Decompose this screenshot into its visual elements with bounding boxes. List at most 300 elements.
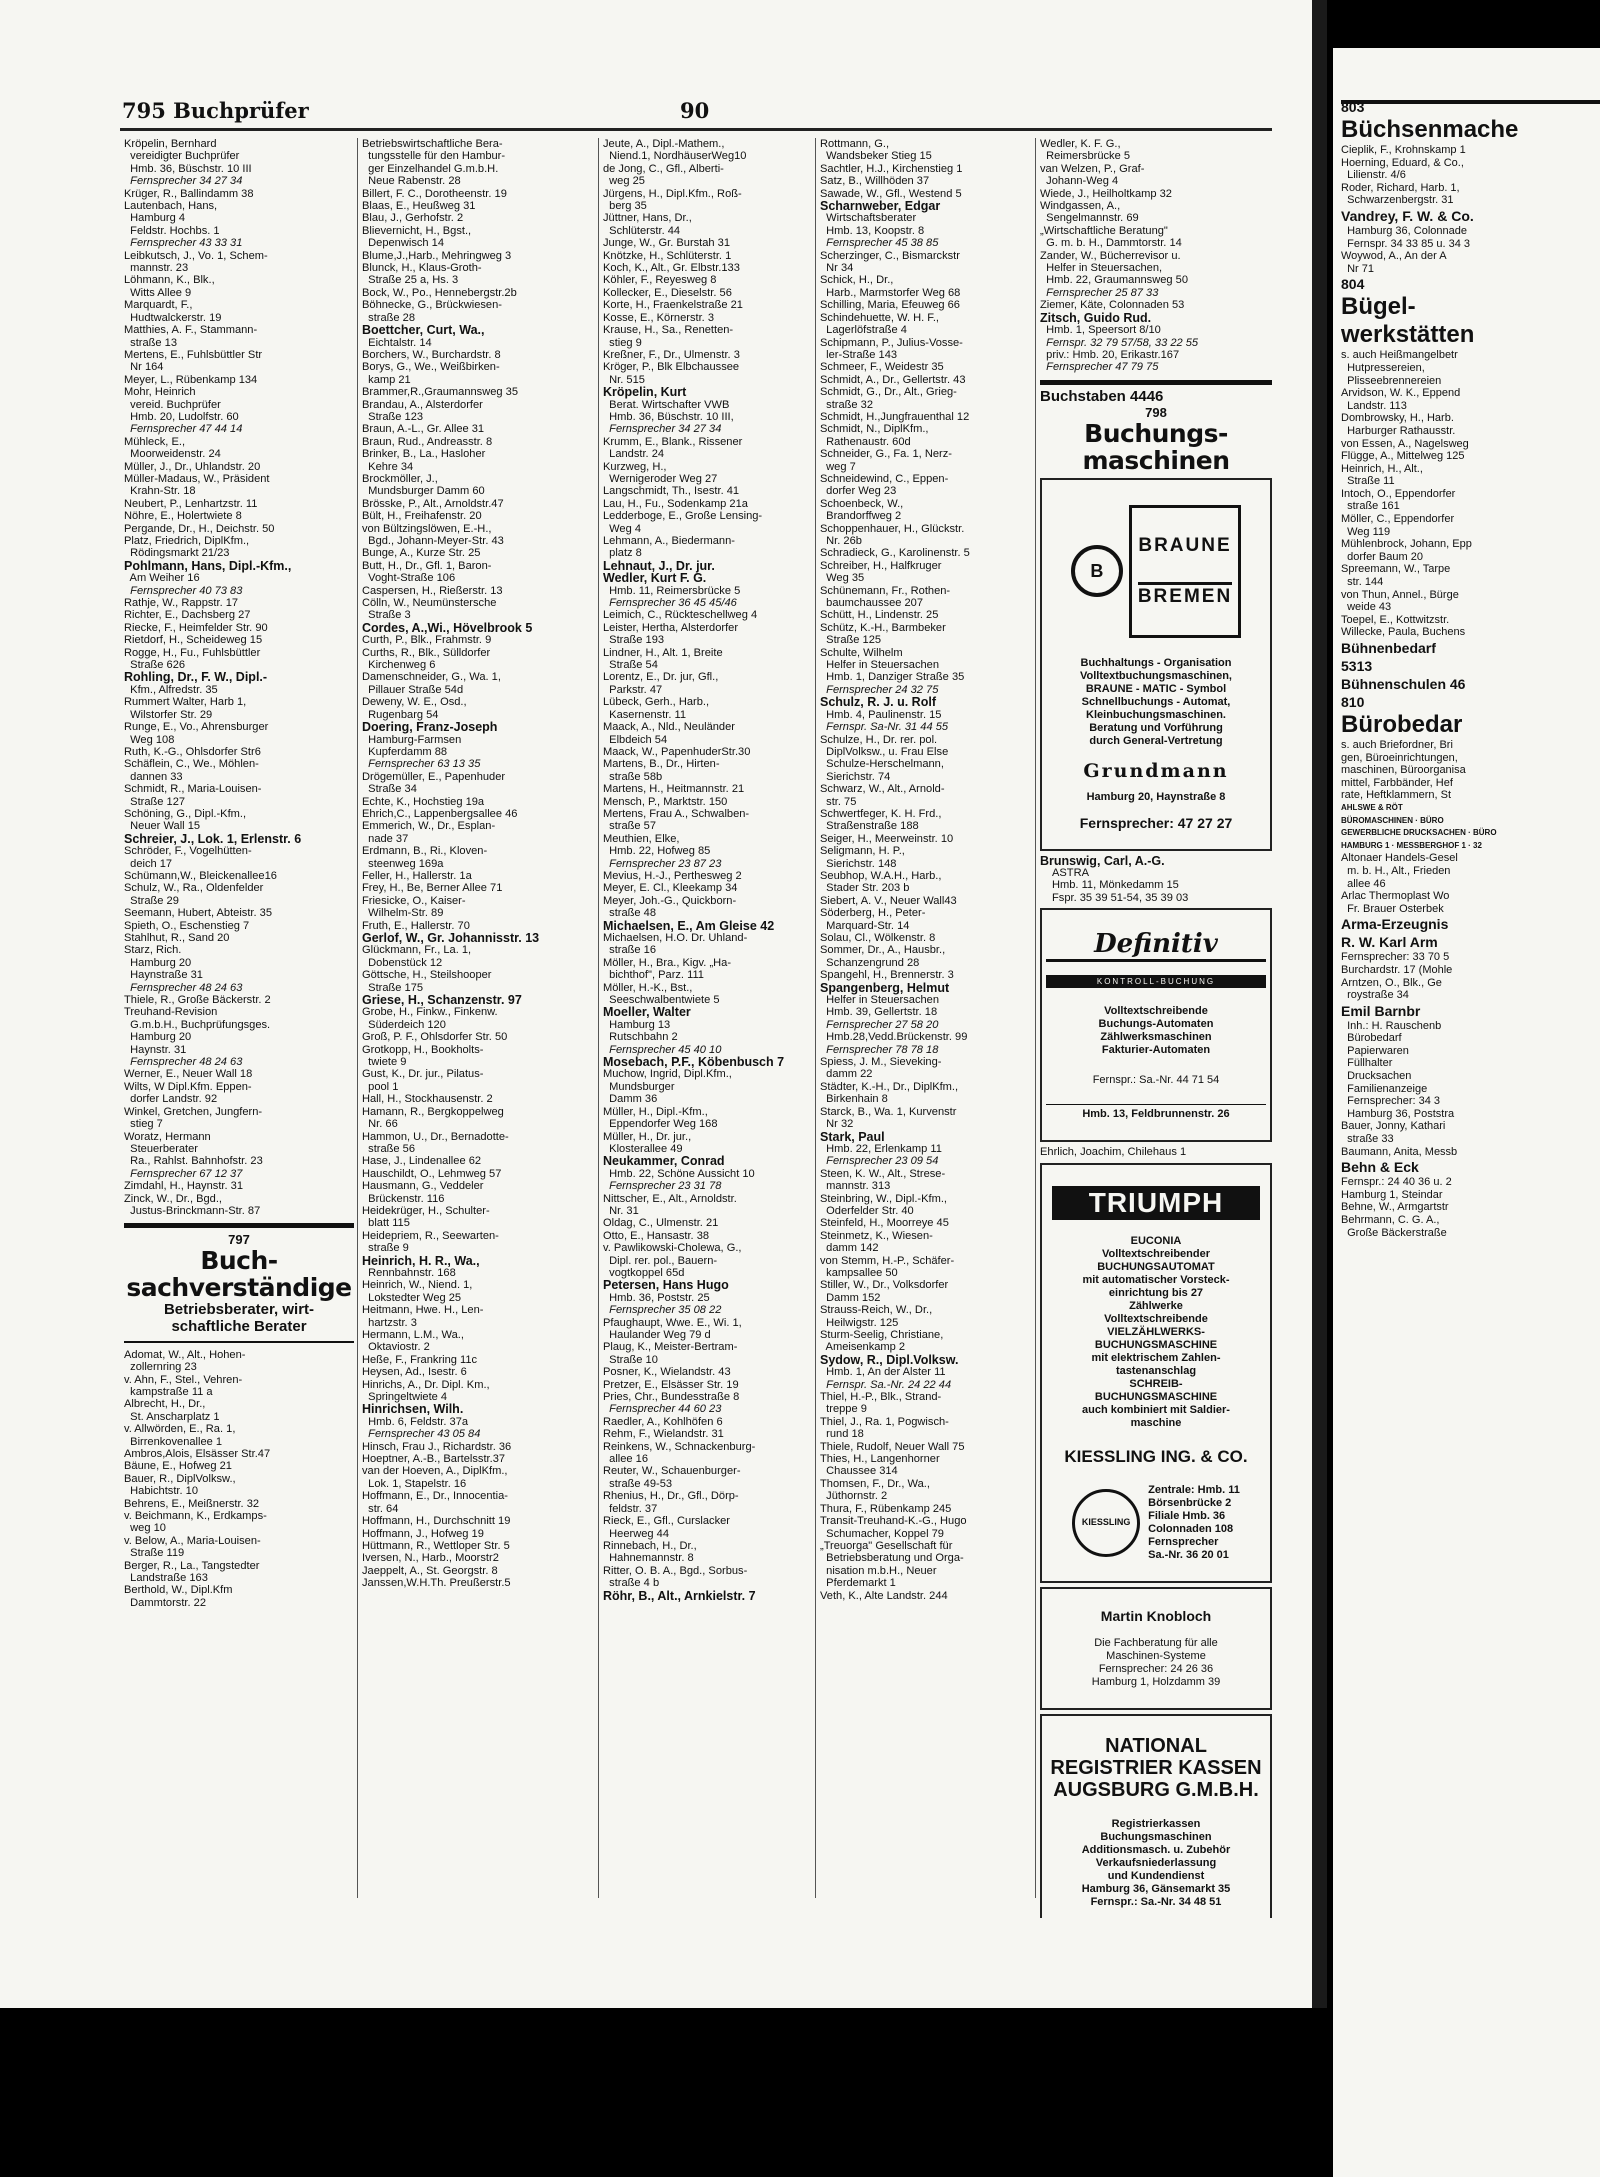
entry-line: Hmb. 11, Reimersbrücke 5 [603, 584, 741, 597]
entry-line: Cieplik, F., Krohnskamp 1 [1341, 144, 1466, 156]
entry-line: v. Allwörden, E., Ra. 1, [124, 1423, 236, 1436]
entry-line: Rinnebach, H., Dr., [603, 1539, 697, 1552]
entry-line: Maack, A., Nld., Neuländer [603, 721, 735, 734]
entry-line: straße 9 [362, 1242, 409, 1255]
entry-line: von Stemm, H.-P., Schäfer- [820, 1254, 955, 1267]
entry-line: Rugenbarg 54 [362, 708, 439, 721]
entry-line: Hinsch, Frau J., Richardstr. 36 [362, 1440, 512, 1453]
entry-line: Richter, E., Dachsberg 27 [124, 609, 251, 622]
entry-line: Sachtler, H.J., Kirchenstieg 1 [820, 162, 963, 175]
entry-line: Fernsprecher 25 87 33 [1040, 286, 1159, 299]
entry-line: Fernsprecher 34 27 34 [603, 423, 722, 436]
entry-line: Arntzen, O., Blk., Ge [1341, 976, 1442, 989]
entry-line: Blaas, E., Heußweg 31 [362, 200, 476, 213]
entry-line: Rathje, W., Rappstr. 17 [124, 597, 239, 610]
entry-line: Blunck, H., Klaus-Groth- [362, 262, 482, 275]
entry-line: Lagerlöfstraße 4 [820, 324, 907, 337]
entry-line: Krüger, R., Ballindamm 38 [124, 187, 254, 200]
entry-line: „Wirtschaftliche Beratung" [1040, 224, 1168, 237]
entry-line: Braun, Rud., Andreasstr. 8 [362, 435, 493, 448]
definitiv-ad [1040, 908, 1272, 1142]
entry-line: Kosse, E., Körnerstr. 3 [603, 311, 714, 324]
entry-line: Schröder, F., Vogelhütten- [124, 845, 252, 858]
entry-line: Wirtschaftsberater [820, 212, 917, 225]
entry-line: str. 75 [820, 795, 857, 808]
entry-line: dorfer Weg 23 [820, 485, 897, 498]
entry-line: Friesicke, O., Kaiser- [362, 894, 466, 907]
entry-line: Pohlmann, Hans, Dipl.-Kfm., [124, 558, 292, 573]
entry-line: maschinen, Büroorganisa [1341, 764, 1466, 777]
entry-line: Kasernenstr. 11 [603, 708, 687, 721]
entry-line: Fernsprecher 48 24 63 [124, 1056, 243, 1069]
entry-line: Nr 32 [820, 1118, 854, 1131]
entry-line: GEWERBLICHE DRUCKSACHEN · BÜRO [1341, 828, 1497, 838]
entry-line: Springeltwiete 4 [362, 1391, 448, 1404]
entry-line: Wernigeroder Weg 27 [603, 472, 718, 485]
entry-line: twiete 9 [362, 1056, 407, 1069]
entry-line: Straße 193 [603, 634, 665, 647]
entry-line: Stiller, W., Dr., Volksdorfer [820, 1279, 949, 1292]
definitiv-text: Volltextschreibende Buchungs-Automaten Zählwerksmaschinen Fakturier-Automaten [1098, 1005, 1214, 1057]
entry-line: Meyer, L., Rübenkamp 134 [124, 373, 258, 386]
entry-line: Haynstraße 31 [124, 969, 203, 982]
entry-line: Heidekrüger, H., Schulter- [362, 1204, 490, 1217]
entry-line: Schmeer, F., Weidestr 35 [820, 361, 944, 374]
section-rule [1040, 380, 1272, 385]
entry-line: Altonaer Handels-Gesel [1341, 852, 1458, 865]
entry-line: Schmidt, G., Dr., Alt., Grieg- [820, 386, 957, 399]
entry-line: Blievernicht, H., Bgst., [362, 224, 472, 237]
column-divider [357, 138, 358, 1898]
entry-line: Mertens, E., Fuhlsbüttler Str [124, 348, 263, 361]
entry-line: Füllhalter [1341, 1057, 1393, 1070]
knobloch-text: Die Fachberatung für alle Maschinen-Systeme Fernsprecher: 24 26 36 Hamburg 1, Holzdamm 39 [1091, 1636, 1221, 1688]
entry-line: Pferdemarkt 1 [820, 1577, 896, 1590]
entry-line: Woywod, A., An der A [1341, 250, 1447, 263]
entry-line: Süderdeich 120 [362, 1018, 446, 1031]
entry-line: str. 144 [1341, 576, 1384, 589]
entry-line: Zitsch, Guido Rud. [1040, 310, 1152, 325]
section-rule [124, 1341, 354, 1343]
entry-line: Thura, F., Rübenkamp 245 [820, 1502, 952, 1515]
kiessling-seal-icon: KIESSLING [1072, 1489, 1140, 1557]
entry-line: Bock, W., Po., Hennebergstr.2b [362, 286, 517, 299]
entry-line: Seligmann, H. P., [820, 845, 905, 858]
entry-line: Hmb. 39, Gellertstr. 18 [820, 1006, 938, 1019]
entry-line: Straße 54 [603, 659, 658, 672]
entry-line: Schmidt, H.,Jungfrauenthal 12 [820, 410, 970, 423]
entry-line: Krumm, E., Blank., Rissener [603, 435, 743, 448]
entry-line: zollernring 23 [124, 1361, 197, 1374]
entry-line: Jürgens, H., Dipl.Kfm., Roß- [603, 187, 742, 200]
entry-line: Fernsprecher 78 78 18 [820, 1043, 939, 1056]
entry-line: Hmb.28,Vedd.Brückenstr. 99 [820, 1031, 968, 1044]
entry-line: Straße 125 [820, 634, 882, 647]
entry-line: Schulze-Herschelmann, [820, 758, 944, 771]
entry-line: Michaelsen, H.O. Dr. Uhland- [603, 932, 748, 944]
entry-line: Kupferdamm 88 [362, 745, 448, 758]
entry-line: Feller, H., Hallerstr. 1a [362, 869, 472, 882]
page-header-left: 795 Buchprüfer [122, 98, 309, 123]
entry-line: Nr 34 [820, 262, 854, 275]
entry-line: Brösske, P., Alt., Arnoldstr.47 [362, 497, 504, 510]
entry-line: Hüttmann, R., Wettloper Str. 5 [362, 1539, 510, 1552]
entry-line: Hamburg 1, Steindar [1341, 1188, 1443, 1201]
entry-line: Straße 127 [124, 795, 186, 808]
entry-line: Steuerberater [124, 1142, 198, 1155]
entry-line: dannen 33 [124, 770, 183, 783]
entry-line: Emmerich, W., Dr., Esplan- [362, 820, 496, 833]
entry-line: Fernsprecher 45 38 85 [820, 237, 939, 250]
entry-line: Wedler, Kurt F. G. [603, 571, 707, 586]
braune-city: BREMEN [1138, 582, 1232, 609]
entry-line: Straße 29 [124, 894, 179, 907]
entry-line: Muchow, Ingrid, Dipl.Kfm., [603, 1068, 732, 1081]
entry-line: Pergande, Dr., H., Deichstr. 50 [124, 522, 275, 535]
entry-line: Landstraße 163 [124, 1572, 208, 1585]
entry-line: Schneidewind, C., Eppen- [820, 472, 949, 485]
entry-line: Fernspr. Sa.-Nr. 24 22 44 [820, 1378, 952, 1391]
entry-line: Knötzke, H., Schlüterstr. 1 [603, 249, 732, 262]
entry-line: Hausmann, G., Veddeler [362, 1180, 484, 1193]
entry-line: Ritter, O. B. A., Bgd., Sorbus- [603, 1564, 748, 1577]
section-title: Buch- sachverständige [126, 1245, 352, 1302]
entry-line: dorfer Landstr. 92 [124, 1093, 218, 1106]
entry-line: Seemann, Hubert, Abteistr. 35 [124, 907, 273, 920]
entry-line: damm 22 [820, 1068, 873, 1081]
entry-line: Söderberg, H., Peter- [820, 907, 926, 920]
entry-line: Kröpelin, Kurt [603, 385, 687, 400]
entry-line: Kröpelin, Bernhard [124, 138, 217, 150]
entry-line: blatt 115 [362, 1217, 410, 1230]
entry-line: vereidigter Buchprüfer [124, 150, 240, 163]
entry-line: HAMBURG 1 · MESSBERGHOF 1 · 32 [1341, 840, 1482, 850]
entry-line: Oderfelder Str. 40 [820, 1204, 914, 1217]
entry-line: Depenwisch 14 [362, 237, 445, 250]
entry-line: Böhnecke, G., Brückwiesen- [362, 299, 502, 312]
entry-line: straße 48 [603, 907, 657, 920]
entry-line: Mensch, P., Marktstr. 150 [603, 795, 728, 808]
entry-line: Große Bäckerstraße [1341, 1226, 1447, 1239]
column-divider [1035, 138, 1036, 1898]
entry-line: Fernsprecher 27 58 20 [820, 1018, 939, 1031]
entry-line: kampsallee 50 [820, 1266, 898, 1279]
entry-line: Ehrich,C., Lappenbergsallee 46 [362, 807, 518, 820]
entry-line: Damenschneider, G., Wa. 1, [362, 671, 501, 684]
entry-line: Straße 626 [124, 659, 186, 672]
entry-line: Riecke, F., Heimfelder Str. 90 [124, 621, 268, 634]
entry-line: Weg 35 [820, 572, 865, 585]
entry-line: Starck, B., Wa. 1, Kurvenstr [820, 1105, 957, 1118]
entry-line: Nr. 31 [603, 1204, 639, 1217]
entry-line: Nr. 515 [603, 373, 645, 386]
entry-line: Städter, K.-H., Dr., DiplKfm., [820, 1080, 959, 1093]
entry-line: Pretzer, E., Elsässer Str. 19 [603, 1378, 739, 1391]
entry-line: Rehm, F., Wielandstr. 31 [603, 1428, 724, 1441]
entry-line: Bauer, R., DiplVolksw., [124, 1472, 236, 1485]
entry-line: Hmb. 36, Poststr. 25 [603, 1291, 710, 1304]
entry-line: s. auch Heißmangelbetr [1341, 349, 1458, 362]
entry-line: Fernspr. 34 33 85 u. 34 3 [1341, 237, 1471, 250]
entry-line: Fernsprecher 23 09 54 [820, 1155, 939, 1168]
entry-line: Justus-Brinckmann-Str. 87 [124, 1204, 261, 1217]
entry-line: Birrenkovenallee 1 [124, 1435, 223, 1448]
entry-line: Straße 34 [362, 783, 417, 796]
entry-line: Borchers, W., Burchardstr. 8 [362, 348, 501, 361]
entry-line: Rohling, Dr., F. W., Dipl.- [124, 670, 268, 685]
entry-line: Jeute, A., Dipl.-Mathem., [603, 138, 725, 150]
entry-line: Nr. 26b [820, 535, 862, 547]
entry-line: Kfm., Alfredstr. 35 [124, 683, 218, 696]
entry-line: Rathenaustr. 60d [820, 435, 911, 448]
entry-line: Ledderboge, E., Große Lensing- [603, 510, 763, 523]
entry-line: Mohr, Heinrich [124, 386, 196, 399]
entry-line: Bäune, E., Hofweg 21 [124, 1460, 232, 1473]
entry-line: Drögemüller, E., Papenhuder [362, 770, 506, 783]
entry-line: Am Weiher 16 [124, 572, 200, 585]
entry-line: Hamburg-Farmsen [362, 733, 462, 746]
entry-line: Borys, G., We., Weißbirken- [362, 361, 500, 374]
entry-line: Schulz, R. J. u. Rolf [820, 695, 936, 710]
entry-line: Treuhand-Revision [124, 1006, 218, 1019]
entry-line: Posner, K., Wielandstr. 43 [603, 1366, 731, 1379]
entry-line: Hmb. 22, Erlenkamp 11 [820, 1142, 942, 1155]
entry-line: roystraße 34 [1341, 989, 1409, 1002]
entry-line: Büchsenmache [1341, 116, 1519, 143]
triumph-ad [1040, 1163, 1272, 1583]
entry-line: berg 35 [603, 200, 647, 213]
entry-line: Erdmann, B., Ri., Kloven- [362, 845, 488, 858]
entry-line: Spreemann, W., Tarpe [1341, 563, 1451, 576]
entry-line: Schilling, Maria, Efeuweg 66 [820, 299, 960, 312]
entry-line: Blume,J.,Harb., Mehringweg 3 [362, 249, 512, 262]
entry-line: Raedler, A., Kohlhöfen 6 [603, 1415, 723, 1428]
entry-line: Jüthornstr. 2 [820, 1490, 888, 1503]
entry-line: Helfer in Steuersachen, [1040, 262, 1163, 275]
entry-line: straße 58b [603, 770, 663, 783]
entry-line: Marquardt, F., [124, 299, 193, 312]
entry-line: Hamburg 13 [603, 1018, 671, 1031]
entry-line: Hudtwalckerstr. 19 [124, 311, 222, 324]
entry-line: Sawade, W., Gfl., Westend 5 [820, 187, 962, 200]
entry-line: Bauer, Jonny, Kathari [1341, 1120, 1446, 1133]
entry-line: Schreier, J., Lok. 1, Erlenstr. 6 [124, 831, 302, 846]
entry-line: Behn & Eck [1341, 1159, 1419, 1176]
entry-line: Fernspr. 32 79 57/58, 33 22 55 [1040, 336, 1199, 349]
entry-line: Spiess, J. M., Sieveking- [820, 1056, 942, 1069]
entry-line: Weg 4 [603, 522, 642, 535]
entry-line: Leister, Hertha, Alsterdorfer [603, 621, 739, 634]
entry-line: Rhenius, H., Dr., Gfl., Dörp- [603, 1490, 739, 1503]
entry-line: Schipmann, P., Julius-Vosse- [820, 336, 963, 349]
definitiv-sub: KONTROLL-BUCHUNG [1046, 975, 1266, 988]
entry-line: von Bültzingslöwen, E.-H., [362, 522, 492, 535]
entry-line: straße 33 [1341, 1133, 1394, 1146]
entry-line: Blau, J., Gerhofstr. 2 [362, 212, 464, 225]
entry-line: Zinck, W., Dr., Bgd., [124, 1192, 223, 1205]
entry-line: v. Pawlikowski-Cholewa, G., [603, 1242, 742, 1255]
entry-line: Schindehuette, W. H. F., [820, 311, 940, 324]
entry-line: Bühnenschulen 46 [1341, 676, 1466, 692]
entry-line: Hmb. 1, An der Alster 11 [820, 1366, 946, 1379]
entry-line: Fernsprecher 47 79 75 [1040, 361, 1159, 374]
entry-line: Harburger Rathausstr. [1341, 424, 1456, 437]
entry-line: Schäflein, C., We., Möhlen- [124, 758, 259, 771]
entry-line: Curth, P., Blk., Frahmstr. 9 [362, 634, 492, 647]
braune-ad [1040, 478, 1272, 851]
entry-line: Lorentz, E., Dr. jur, Gfl., [603, 671, 719, 684]
entry-line: Grobe, H., Finkw., Finkenw. [362, 1006, 498, 1019]
entry-line: Caspersen, H., Rießerstr. 13 [362, 584, 503, 597]
entry-line: Straße 175 [362, 981, 424, 994]
entry-line: Meyer, Joh.-G., Quickborn- [603, 894, 737, 907]
entry-line: Mosebach, P.F., Köbenbusch 7 [603, 1055, 785, 1070]
entry-line: deich 17 [124, 857, 173, 870]
entry-line: Hmb. 22, Schöne Aussicht 10 [603, 1167, 755, 1180]
entry-line: DiplVolksw., u. Frau Else [820, 745, 949, 758]
entry-line: Stader Str. 203 b [820, 882, 910, 895]
entry-line: Hmb. 1, Speersort 8/10 [1040, 324, 1161, 337]
entry-line: Fernsprecher 24 32 75 [820, 683, 939, 696]
entry-line: Koch, K., Alt., Gr. Elbstr.133 [603, 262, 740, 275]
entry-line: Schöning, G., Dipl.-Kfm., [124, 807, 247, 820]
entry-line: Gerlof, W., Gr. Johannisstr. 13 [362, 931, 540, 945]
entry-line: Behrens, E., Meißnerstr. 32 [124, 1497, 260, 1510]
entry-line: Plaug, K., Meister-Bertram- [603, 1341, 738, 1354]
entry-line: Straßenstraße 188 [820, 820, 919, 833]
entry-line: Kirchenweg 6 [362, 659, 436, 672]
entry-line: Heinrich, H. R., Wa., [362, 1253, 480, 1268]
entry-line: Moeller, Walter [603, 1005, 691, 1020]
entry-line: Ruth, K.-G., Ohlsdorfer Str6 [124, 745, 261, 758]
entry-line: m. b. H., Alt., Frieden [1341, 864, 1451, 877]
entry-line: Möller, H., Bra., Kigv. „Ha- [603, 956, 732, 969]
entry-line: Bunge, A., Kurze Str. 25 [362, 547, 481, 560]
entry-line: Schütt, H., Lindenstr. 25 [820, 609, 939, 622]
entry-line: Bürobedarf [1341, 1032, 1402, 1045]
entry-line: Strauss-Reich, W., Dr., [820, 1304, 933, 1317]
entry-line: Brockmöller, J., [362, 472, 438, 485]
entry-line: Schwarz, W., Alt., Arnold- [820, 783, 945, 796]
entry-line: Schulz, W., Ra., Oldenfelder [124, 882, 264, 895]
entry-line: Harb., Marmstorfer Weg 68 [820, 286, 961, 299]
entry-line: straße 16 [603, 944, 657, 957]
national-ad [1040, 1714, 1272, 1918]
entry-line: Neukammer, Conrad [603, 1154, 725, 1169]
entry-line: hartzstr. 3 [362, 1316, 417, 1329]
entry-line: Köhler, F., Reyesweg 8 [603, 274, 717, 287]
entry-line: Schumacher, Koppel 79 [820, 1527, 944, 1540]
header-rule [120, 128, 1272, 131]
entry-line: str. 64 [362, 1502, 399, 1515]
triumph-text: EUCONIA Volltextschreibender BUCHUNGSAUTOMAT mit automatischer Vorsteck- einrichtung bis 27 Zählwerke Volltextschreibende VIELZÄHLWERKS- BUCHUNGSMASCHINE mit elektrischem Zahlen- tastenanschlag SCHREIB- BUCHUNGSMASCHINE auch kombiniert mit Saldier- maschine [1082, 1234, 1230, 1429]
entry-line: Kehre 34 [362, 460, 414, 473]
entry-line: Lok. 1, Stapelstr. 16 [362, 1477, 467, 1490]
entry-line: Rutschbahn 2 [603, 1031, 678, 1044]
entry-line: Martens, B., Dr., Hirten- [603, 758, 720, 771]
entry-line: Schreiber, H., Halfkruger [820, 559, 942, 572]
entry-line: Braun, A.-L., Gr. Allee 31 [362, 423, 485, 436]
entry-line: Heinrich, H., Alt., [1341, 462, 1423, 475]
entry-line: Oldag, C., Ulmenstr. 21 [603, 1217, 719, 1230]
entry-line: Weg 108 [124, 733, 175, 746]
entry-line: Windgassen, A., [1040, 200, 1121, 213]
entry-line: Leibkutsch, J., Vo. 1, Schem- [124, 249, 268, 262]
entry-line: treppe 9 [820, 1403, 867, 1416]
entry-line: Meyer, E. Cl., Kleekamp 34 [603, 882, 738, 895]
entry-line: Cölln, W., Neumünstersche [362, 597, 497, 610]
entry-line: Damm 36 [603, 1093, 658, 1106]
entry-line: Hahnemannstr. 8 [603, 1552, 694, 1565]
directory-column-4 [820, 138, 1032, 1918]
entry-line: Schlüterstr. 44 [603, 224, 681, 237]
entry-line: Berger, R., La., Tangstedter [124, 1559, 260, 1572]
entry-line: Gust, K., Dr. jur., Pilatus- [362, 1068, 484, 1081]
entry-line: Neubert, P., Lenhartzstr. 11 [124, 497, 258, 510]
directory-column-5 [1040, 138, 1272, 1918]
entry-line: Dipl. rer. pol., Bauern- [603, 1254, 718, 1267]
entry-line: Fernsprecher 35 08 22 [603, 1304, 722, 1317]
entry-line: Korte, H., Fraenkelstraße 21 [603, 299, 743, 312]
entry-line: Ambros,Alois, Elsässer Str.47 [124, 1448, 271, 1460]
entry-line: Straße 119 [124, 1547, 185, 1560]
entry-line: Feldstr. Hochbs. 1 [124, 224, 220, 237]
entry-line: straße 13 [124, 336, 178, 349]
entry-line: Haynstr. 31 [124, 1043, 187, 1056]
entry-line: Schulze, H., Dr. rer. pol. [820, 733, 938, 746]
entry-line: vogtkoppel 65d [603, 1266, 685, 1279]
entry-line: weg 10 [124, 1522, 166, 1535]
entry-line: Arlac Thermoplast Wo [1341, 890, 1450, 903]
entry-line: s. auch Briefordner, Bri [1341, 739, 1453, 751]
entry-line: Fernsprecher 43 33 31 [124, 237, 243, 250]
entry-line: Hmb. 22, Hofweg 85 [603, 845, 711, 858]
entry-line: Jüttner, Hans, Dr., [603, 212, 692, 225]
entry-line: kampstraße 11 a [124, 1385, 213, 1398]
entry-line: Pillauer Straße 54d [362, 683, 464, 696]
entry-line: nade 37 [362, 832, 409, 845]
entry-line: mannstr. 23 [124, 262, 189, 275]
entry-line: Hmb. 13, Koopstr. 8 [820, 224, 925, 237]
entry-line: Heße, F., Frankring 11c [362, 1353, 478, 1366]
entry-line: Janssen,W.H.Th. Preußerstr.5 [362, 1577, 511, 1590]
entry-line: Landstr. 113 [1341, 399, 1407, 412]
entry-line: Schütz, K.-H., Barmbeker [820, 621, 946, 634]
entry-line: Stahlhut, R., Sand 20 [124, 932, 230, 944]
section-number: 797 [228, 1232, 250, 1248]
entry-line: Brinker, B., La., Hasloher [362, 448, 486, 461]
entry-line: Fernsprecher 47 44 14 [124, 423, 243, 436]
entry-line: Burchardstr. 17 (Mohle [1341, 963, 1453, 976]
entry-line: Ra., Rahlst. Bahnhofstr. 23 [124, 1155, 263, 1168]
entry-line: Satz, B., Willhöden 37 [820, 175, 930, 188]
entry-line: Parkstr. 47 [603, 683, 663, 696]
entry-line: Fr. Brauer Osterbek [1341, 902, 1444, 915]
entry-line: Heitmann, Hwe. H., Len- [362, 1304, 484, 1317]
entry-line: pool 1 [362, 1080, 399, 1093]
entry-line: Haulander Weg 79 d [603, 1329, 711, 1341]
entry-line: Lilienstr. 4/6 [1341, 169, 1406, 182]
entry-line: Hamburg 36, Colonnade [1341, 224, 1467, 237]
entry-line: „Treuorga" Gesellschaft für [820, 1539, 953, 1552]
entry-line: Hall, H., Stockhausenstr. 2 [362, 1093, 493, 1106]
entry-line: vereid. Buchprüfer [124, 398, 221, 411]
entry-line: Fernsprecher 48 24 63 [124, 981, 243, 994]
entry-line: Müller-Madaus, W., Präsident [124, 472, 270, 485]
entry-line: Heinrich, W., Niend. 1, [362, 1279, 473, 1292]
section-rule [124, 1223, 354, 1228]
entry-line: BÜROMASCHINEN · BÜRO [1341, 815, 1444, 825]
